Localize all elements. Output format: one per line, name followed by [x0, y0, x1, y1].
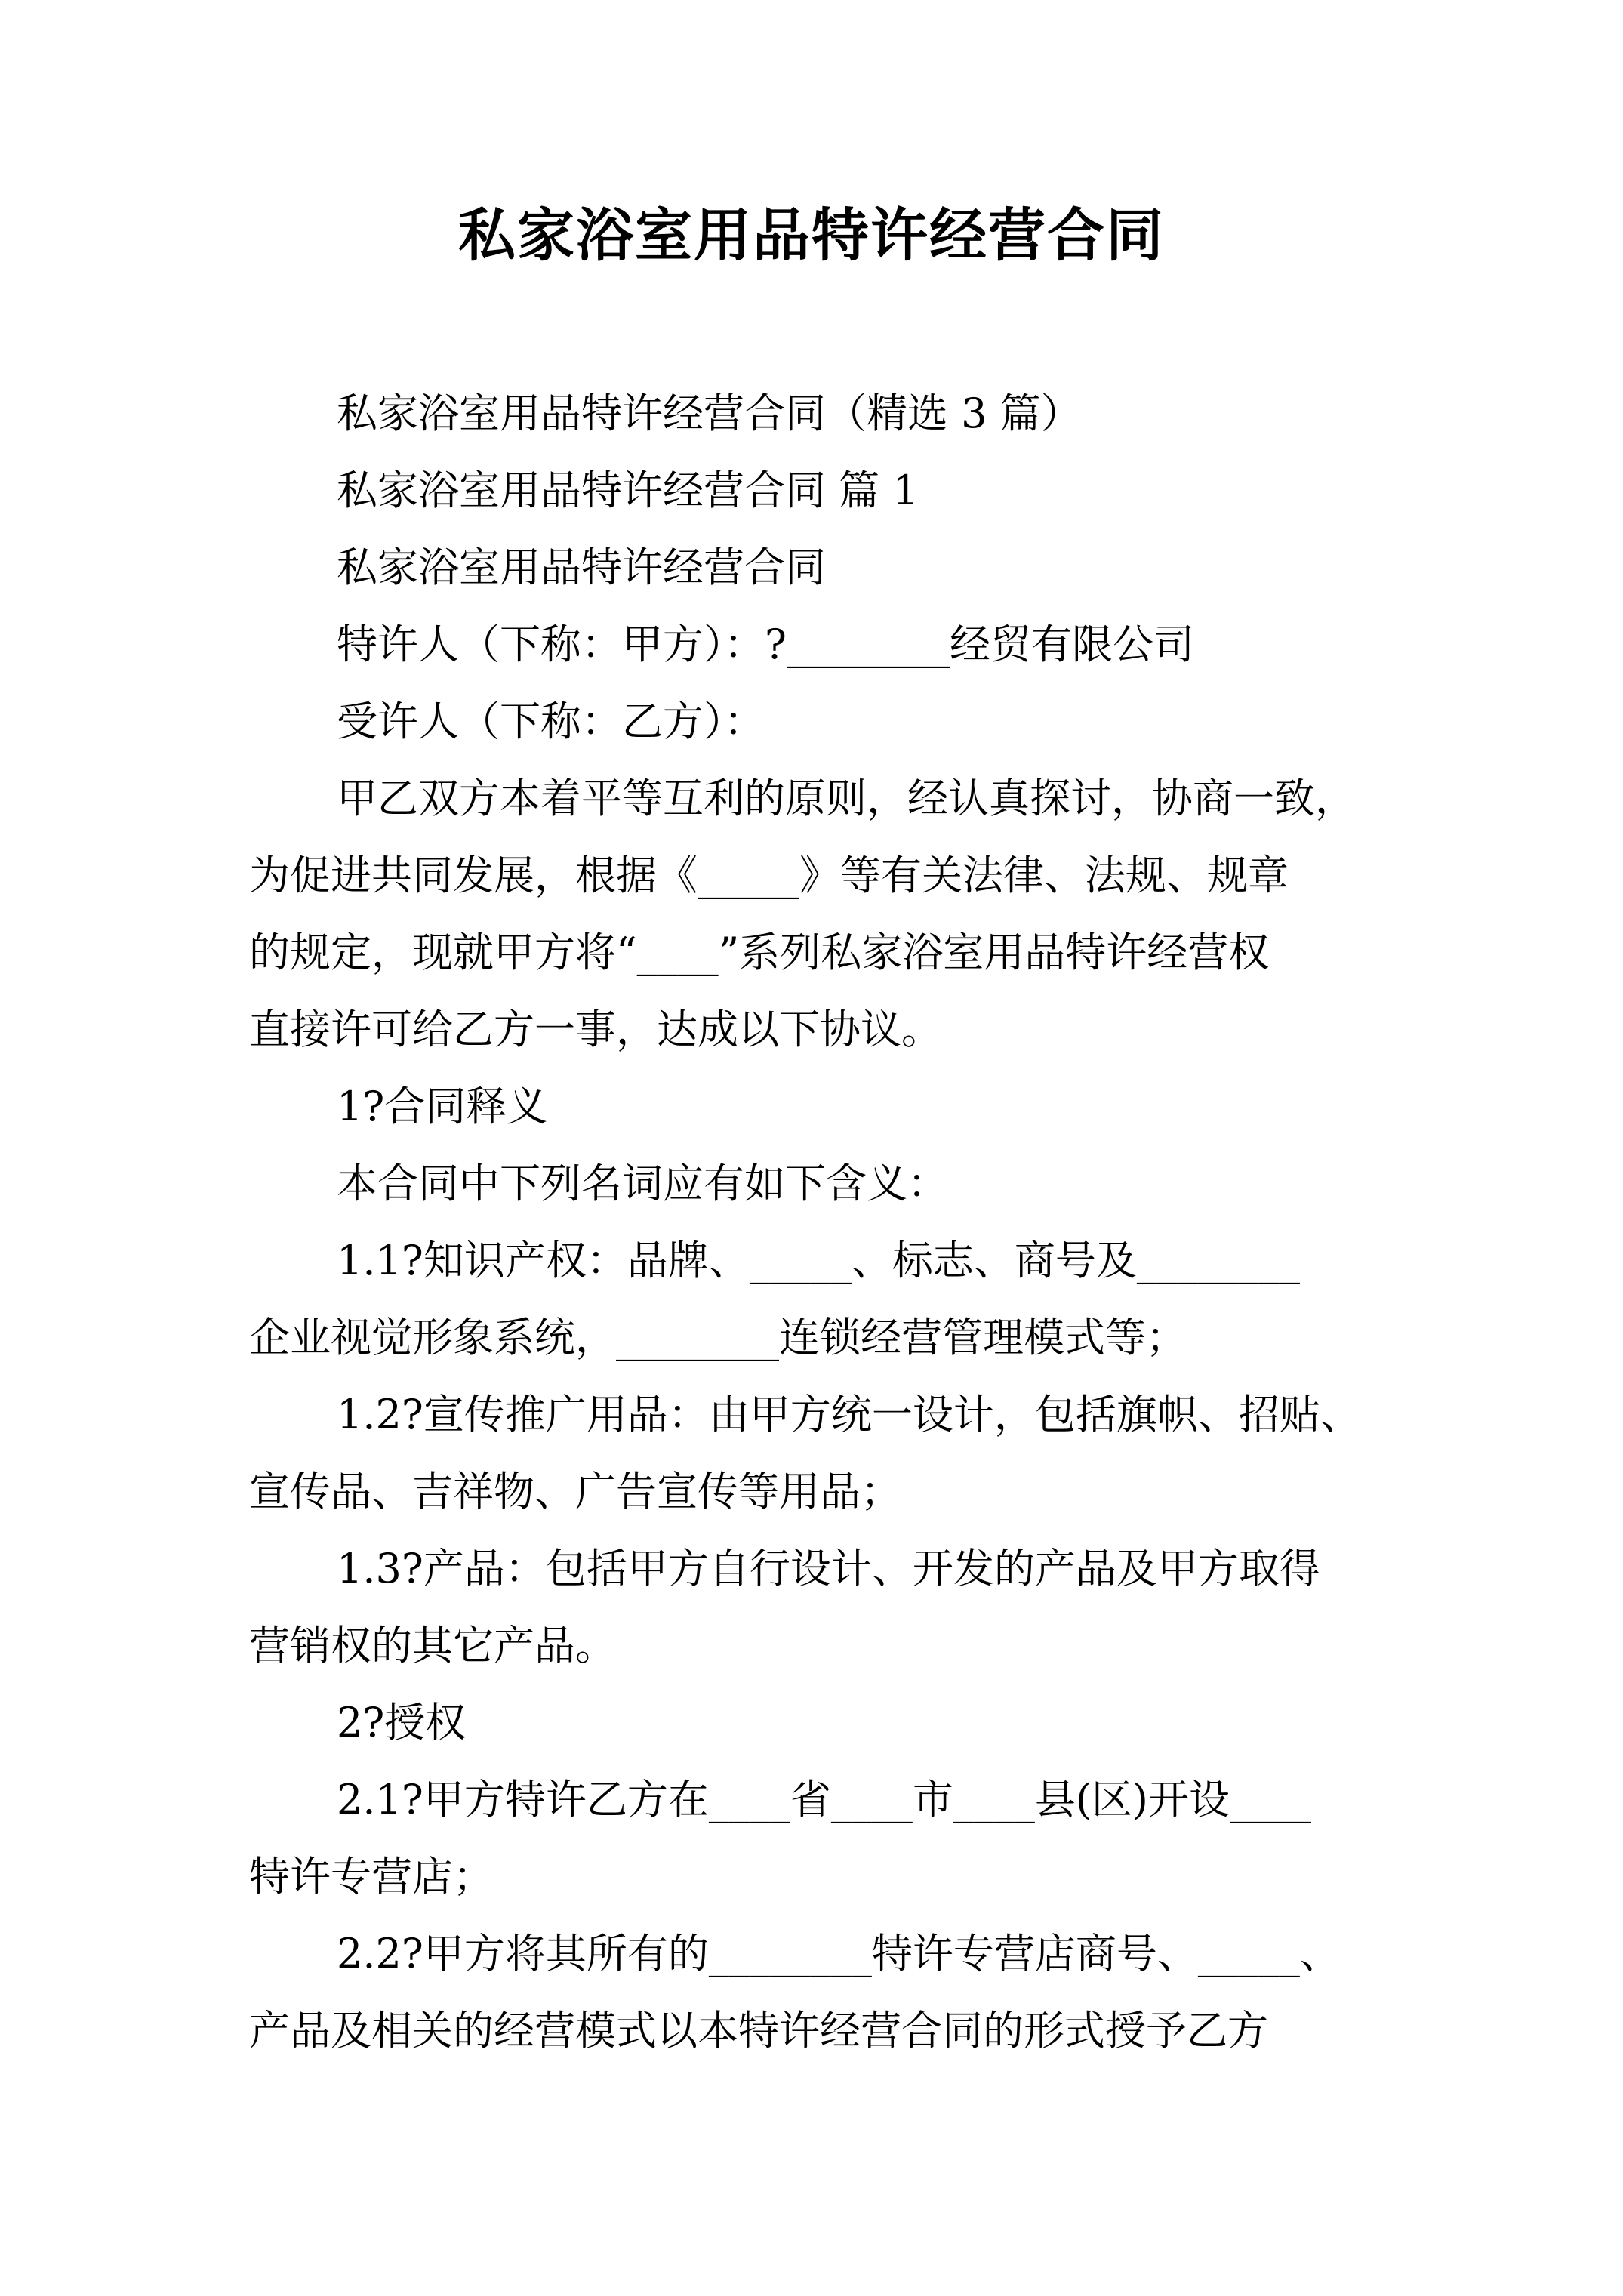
text-line: 私家浴室用品特许经营合同 篇 1	[337, 467, 919, 514]
text-line: 企业视觉形象系统，________连锁经营管理模式等；	[249, 1314, 1187, 1361]
text-line: 1.1?知识产权：品牌、_____、标志、商号及________	[337, 1237, 1300, 1284]
text-line: 1.2?宣传推广用品：由甲方统一设计，包括旗帜、招贴、	[337, 1391, 1361, 1438]
text-line: 特许专营店；	[249, 1853, 494, 1900]
text-line: 宣传品、吉祥物、广告宣传等用品；	[249, 1468, 901, 1515]
text-line: 甲乙双方本着平等互利的原则，经认真探讨，协商一致，	[337, 775, 1356, 822]
section-heading: 2?授权	[337, 1699, 467, 1746]
text-line: 私家浴室用品特许经营合同	[337, 544, 826, 591]
text-line: 产品及相关的经营模式以本特许经营合同的形式授予乙方	[249, 2007, 1268, 2054]
text-line: 营销权的其它产品。	[249, 1622, 616, 1669]
text-line: 私家浴室用品特许经营合同（精选 3 篇）	[337, 390, 1082, 437]
document-title: 私家浴室用品特许经营合同	[458, 202, 1165, 269]
text-line: 2.2?甲方将其所有的________特许专营店商号、_____、	[337, 1930, 1341, 1977]
text-line: 特许人（下称：甲方）：?________经贸有限公司	[337, 621, 1194, 668]
text-line: 直接许可给乙方一事，达成以下协议。	[249, 1006, 942, 1053]
text-line: 的规定，现就甲方将“____”系列私家浴室用品特许经营权	[249, 929, 1270, 976]
text-line: 受许人（下称：乙方）：	[337, 698, 765, 745]
section-heading: 1?合同释义	[337, 1083, 548, 1130]
text-line: 1.3?产品：包括甲方自行设计、开发的产品及甲方取得	[337, 1545, 1320, 1592]
text-line: 本合同中下列名词应有如下含义：	[337, 1160, 948, 1207]
text-line: 为促进共同发展，根据《_____》等有关法律、法规、规章	[249, 852, 1289, 899]
text-line: 2.1?甲方特许乙方在____省____市____县(区)开设____	[337, 1776, 1311, 1823]
